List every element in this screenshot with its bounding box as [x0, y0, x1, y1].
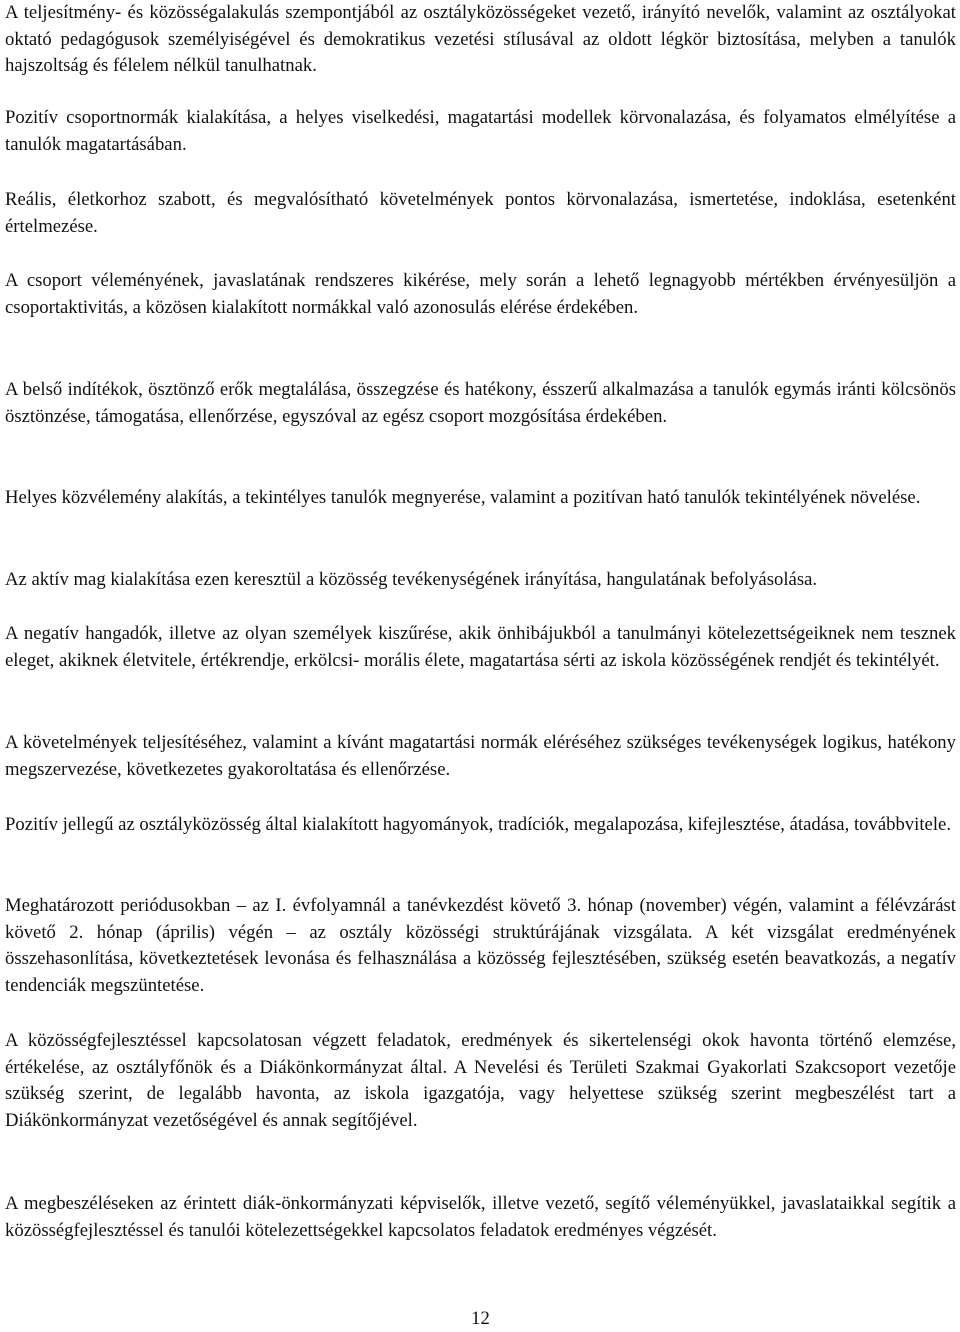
paragraph-9: A követelmények teljesítéséhez, valamint a kívánt magatartási normák eléréséhez szükséges tevékenységek logikus, hatékony megszervezése, következetes gyakoroltatása és ellenőrzése.: [5, 732, 956, 780]
paragraph-5: A belső indítékok, ösztönző erők megtalálása, összegzése és hatékony, ésszerű alkalmazása a tanulók egymás iránti kölcsönös ösztönzése, támogatása, ellenőrzése, egyszóval az egész csoport mozgósítása érdekében.: [5, 379, 956, 427]
paragraph-3: Reális, életkorhoz szabott, és megvalósítható követelmények pontos körvonalazása, ismertetése, indoklása, esetenként értelmezése.: [5, 189, 956, 237]
document-page: [5, 0, 956, 1330]
page-number: 12: [471, 1308, 490, 1329]
paragraph-4: A csoport véleményének, javaslatának rendszeres kikérése, mely során a lehető legnagyobb mértékben érvényesüljön a csoportaktivitás, a közösen kialakított normákkal való azonosulás elérése érdekében.: [5, 270, 956, 318]
paragraph-8: A negatív hangadók, illetve az olyan személyek kiszűrése, akik önhibájukból a tanulmányi kötelezettségeiknek nem tesznek eleget, akiknek életvitele, értékrendje, erkölcsi- morális élete, magatartása sérti az iskola közösségének rendjét és tekintélyét.: [5, 623, 956, 671]
paragraph-13: A megbeszéléseken az érintett diák-önkormányzati képviselők, illetve vezető, segítő véleményükkel, javaslataikkal segítik a közösségfejlesztéssel és tanulói kötelezettségekkel kapcsolatos feladatok eredményes végzését.: [5, 1193, 956, 1241]
paragraph-10: Pozitív jellegű az osztályközösség által kialakított hagyományok, tradíciók, megalapozása, kifejlesztése, átadása, továbbvitele.: [5, 814, 951, 835]
paragraph-1: A teljesítmény- és közösségalakulás szempontjából az osztályközösségeket vezető, irányító nevelők, valamint az osztályokat oktató pedagógusok személyiségével és demokratikus vezetési stílusával az oldott légkör biztosítása, melyben a tanulók hajszoltság és félelem nélkül tanulhatnak.: [5, 2, 956, 76]
paragraph-11: Meghatározott periódusokban – az I. évfolyamnál a tanévkezdést követő 3. hónap (november) végén, valamint a félévzárást követő 2. hónap (április) végén – az osztály közösségi struktúrájának vizsgálata. A két vizsgálat eredményének összehasonlítása, következtetések levonása és felhasználása a közösség fejlesztésében, szükség esetén beavatkozás, a negatív tendenciák megszüntetése.: [5, 895, 956, 996]
paragraph-2: Pozitív csoportnormák kialakítása, a helyes viselkedési, magatartási modellek körvonalazása, és folyamatos elmélyítése a tanulók magatartásában.: [5, 107, 956, 155]
paragraph-6: Helyes közvélemény alakítás, a tekintélyes tanulók megnyerése, valamint a pozitívan ható tanulók tekintélyének növelése.: [5, 487, 921, 508]
paragraph-12: A közösségfejlesztéssel kapcsolatosan végzett feladatok, eredmények és sikertelenségi okok havonta történő elemzése, értékelése, az osztályfőnök és a Diákönkormányzat által. A Nevelési és Területi Szakmai Gyakorlati Szakcsoport vezetője szükség szerint, de legalább havonta, az iskola igazgatója, vagy helyettese szükség szerint megbeszélést tart a Diákönkormányzat vezetőségével és annak segítőjével.: [5, 1030, 956, 1131]
paragraph-7: Az aktív mag kialakítása ezen keresztül a közösség tevékenységének irányítása, hangulatának befolyásolása.: [5, 569, 818, 590]
